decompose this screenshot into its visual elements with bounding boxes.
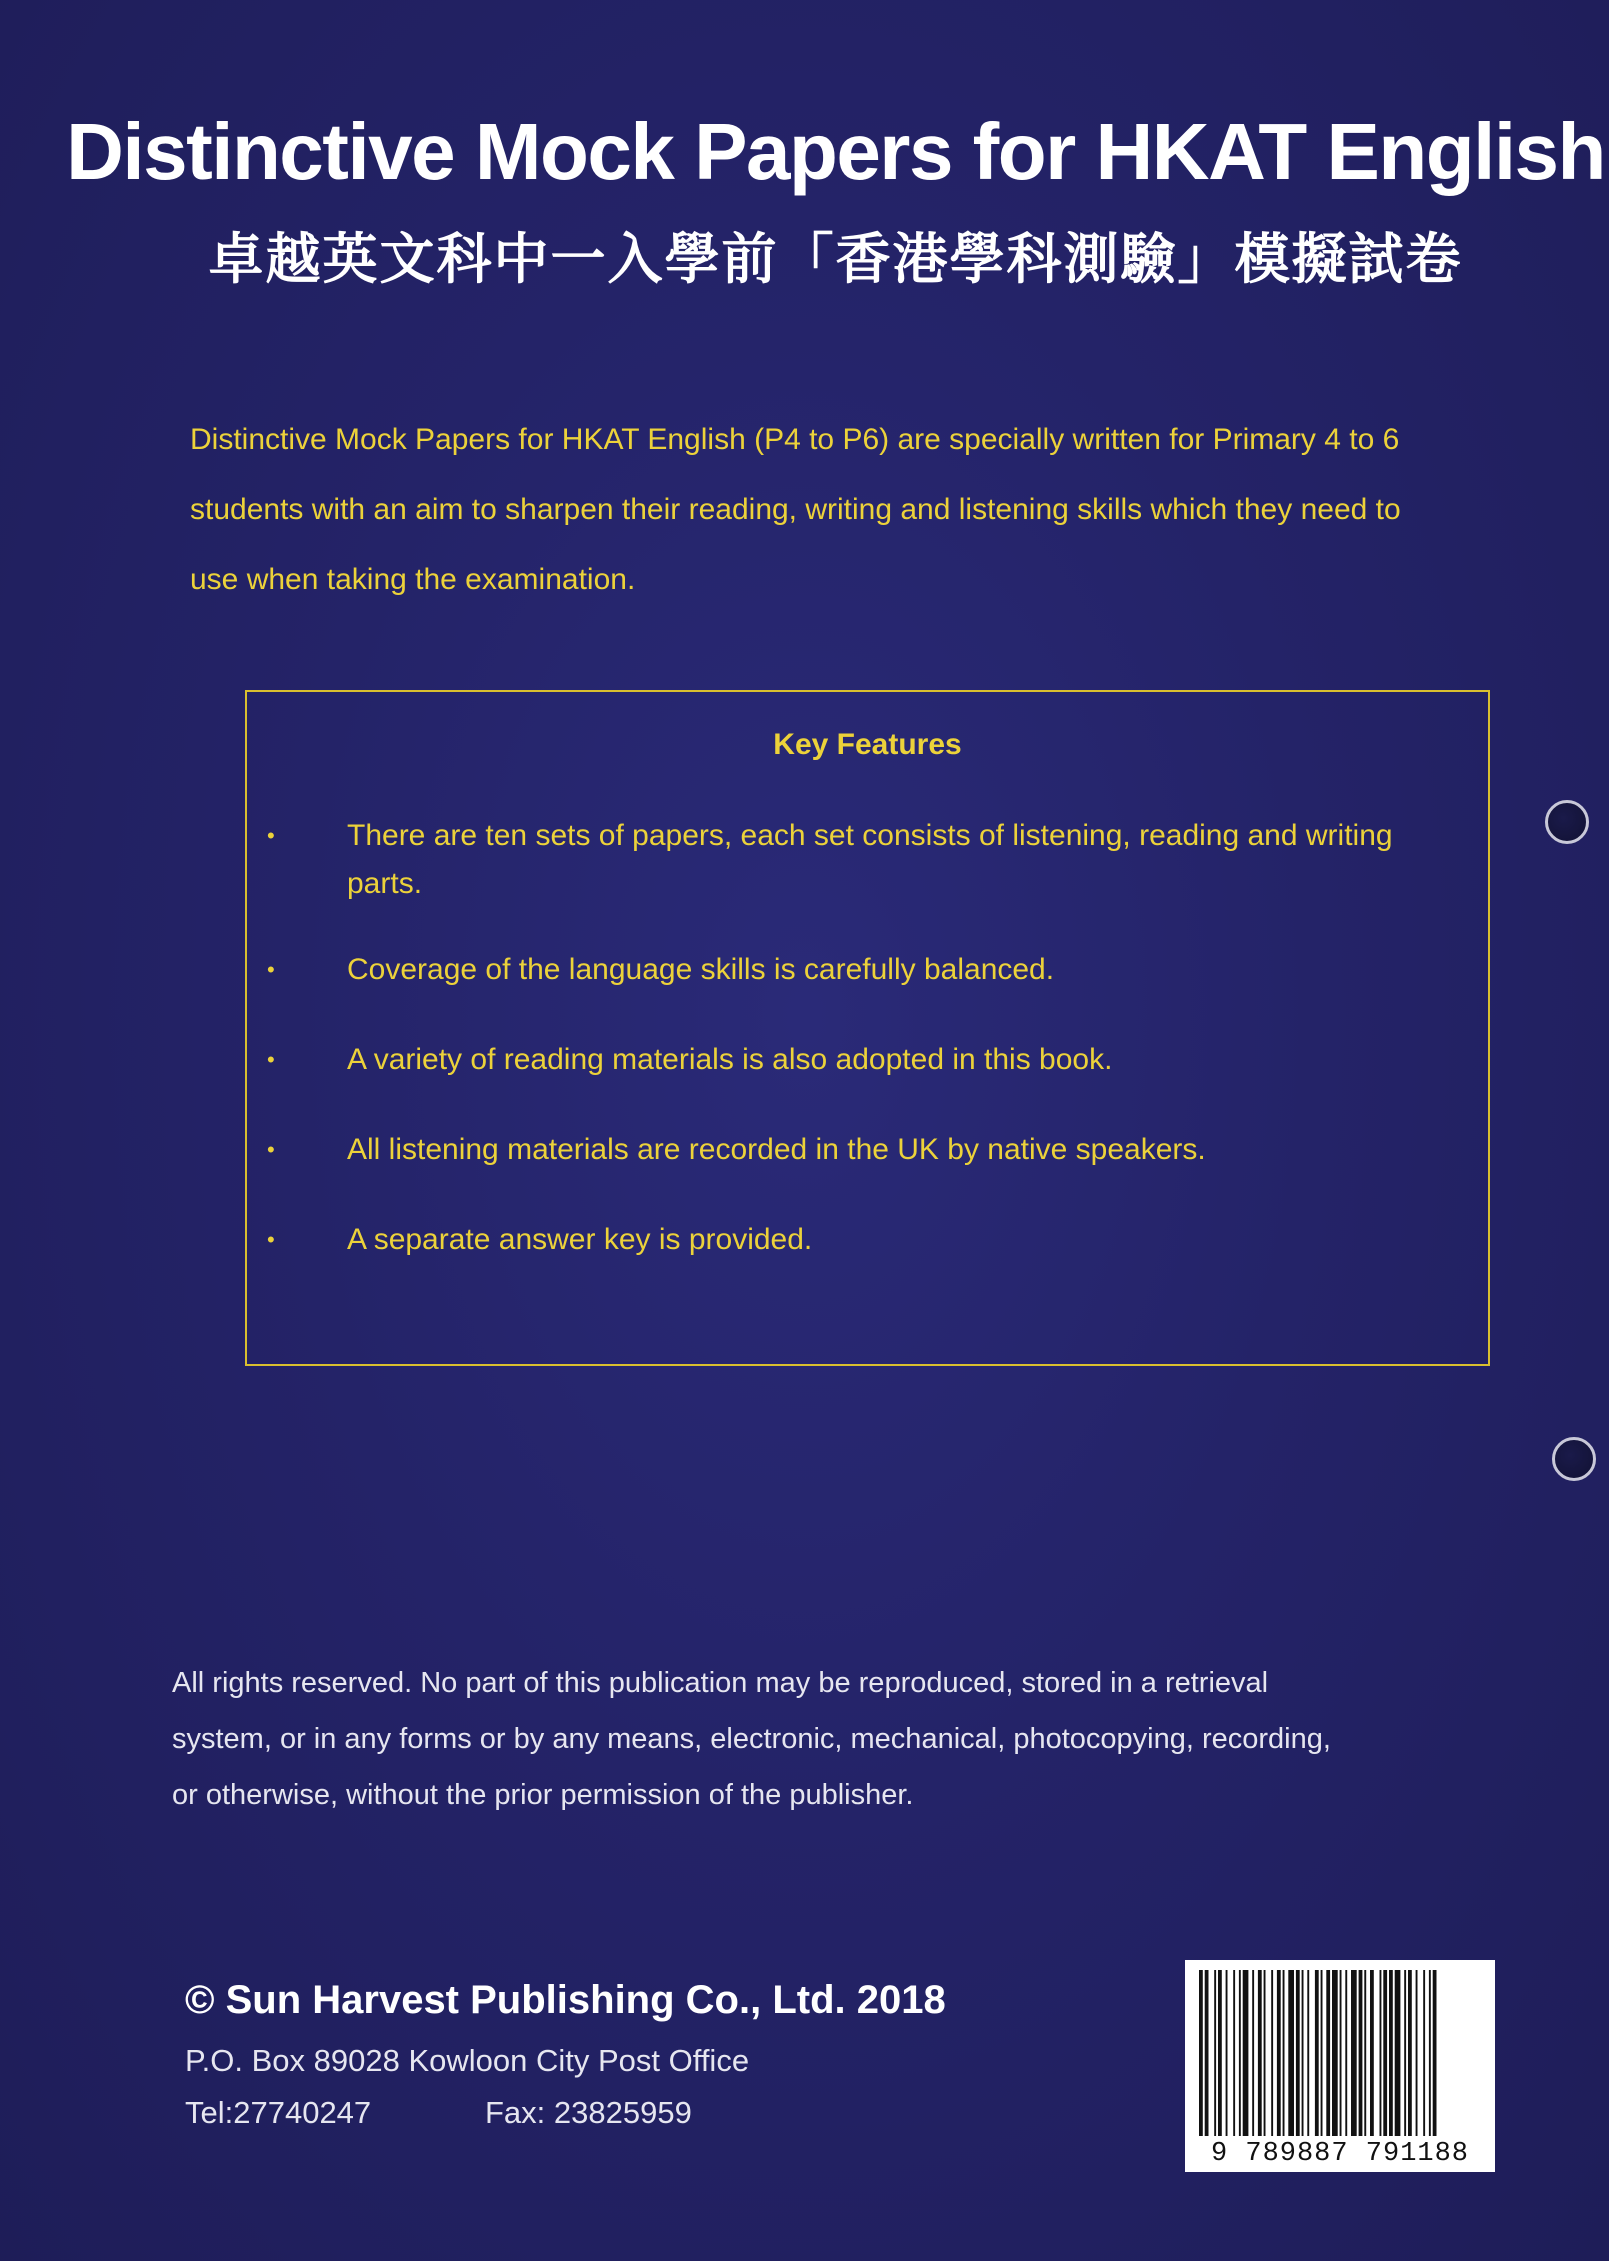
barcode-bar (1233, 1970, 1235, 2136)
barcode-bar (1226, 1970, 1228, 2136)
barcode-bar (1277, 1970, 1281, 2136)
barcode-bar (1433, 1970, 1437, 2136)
barcode-bar (1252, 1970, 1254, 2136)
barcode-bar (1351, 1970, 1357, 2136)
feature-text: There are ten sets of papers, each set consists of listening, reading and writing parts. (347, 819, 1393, 900)
bullet-icon: • (267, 823, 275, 848)
feature-text: A separate answer key is provided. (347, 1223, 813, 1256)
intro-line: Distinctive Mock Papers for HKAT English (P4 to P6) are specially written for Primary 4 to 6 (190, 423, 1400, 456)
barcode-bar (1243, 1970, 1249, 2136)
bullet-icon: • (267, 1137, 275, 1162)
barcode-bars-icon (1199, 1970, 1481, 2136)
publisher-address: P.O. Box 89028 Kowloon City Post Office (185, 2043, 750, 2078)
barcode-bar (1404, 1970, 1406, 2136)
barcode-bar (1395, 1970, 1401, 2136)
barcode-bar (1307, 1970, 1309, 2136)
binder-hole-icon (1552, 1437, 1596, 1481)
barcode-bar (1214, 1970, 1216, 2136)
barcode-bar (1288, 1970, 1294, 2136)
barcode-bar (1264, 1970, 1266, 2136)
feature-item (247, 946, 1488, 994)
feature-item (247, 1216, 1488, 1264)
barcode-bar (1345, 1970, 1347, 2136)
feature-item (247, 1036, 1488, 1084)
barcode-bar (1296, 1970, 1300, 2136)
barcode-bar (1332, 1970, 1338, 2136)
barcode-bar (1258, 1970, 1262, 2136)
intro-line: students with an aim to sharpen their reading, writing and listening skills which they need to (190, 493, 1401, 526)
title-english: Distinctive Mock Papers for HKAT English (66, 107, 1605, 196)
barcode-bar (1389, 1970, 1393, 2136)
barcode-bar (1302, 1970, 1304, 2136)
barcode-bar (1199, 1970, 1203, 2136)
feature-text: Coverage of the language skills is carefully balanced. (347, 953, 1055, 986)
barcode-bar (1416, 1970, 1418, 2136)
rights-line: system, or in any forms or by any means, electronic, mechanical, photocopying, recording, (172, 1723, 1331, 1755)
key-features-list (247, 812, 1488, 1306)
barcode-bar (1423, 1970, 1425, 2136)
barcode-bar (1218, 1970, 1222, 2136)
barcode-bar (1326, 1970, 1330, 2136)
intro-paragraph (190, 405, 1560, 615)
barcode-bar (1408, 1970, 1412, 2136)
feature-item (247, 1126, 1488, 1174)
feature-text: A variety of reading materials is also adopted in this book. (347, 1043, 1113, 1076)
barcode-bar (1364, 1970, 1366, 2136)
rights-line: or otherwise, without the prior permission of the publisher. (172, 1779, 914, 1811)
barcode-bar (1283, 1970, 1285, 2136)
publisher-fax: Fax: 23825959 (485, 2095, 692, 2130)
rights-line: All rights reserved. No part of this publication may be reproduced, stored in a retrieval (172, 1667, 1269, 1699)
publisher-name: © Sun Harvest Publishing Co., Ltd. 2018 (185, 1978, 946, 2022)
barcode-bar (1239, 1970, 1241, 2136)
barcode-bar (1359, 1970, 1363, 2136)
barcode-bar (1321, 1970, 1323, 2136)
barcode-bar (1383, 1970, 1387, 2136)
barcode-bar (1315, 1970, 1319, 2136)
barcode-bar (1370, 1970, 1374, 2136)
feature-text: All listening materials are recorded in the UK by native speakers. (347, 1133, 1206, 1166)
feature-item (247, 812, 1488, 908)
binder-hole-icon (1545, 800, 1589, 844)
key-features-box (245, 690, 1490, 1366)
copyright-notice (172, 1655, 1452, 1823)
intro-line: use when taking the examination. (190, 563, 636, 596)
barcode-bar (1380, 1970, 1382, 2136)
barcode-bar (1429, 1970, 1431, 2136)
publisher-tel: Tel:27740247 (185, 2095, 372, 2130)
bullet-icon: • (267, 1047, 275, 1072)
barcode-bar (1205, 1970, 1209, 2136)
isbn-barcode (1185, 1960, 1495, 2172)
barcode-digits: 9 789887 791188 (1193, 2141, 1487, 2168)
title-chinese: 卓越英文科中一入學前「香港學科測驗」模擬試卷 (208, 227, 1463, 291)
bullet-icon: • (267, 957, 275, 982)
barcode-bar (1271, 1970, 1273, 2136)
barcode-bar (1340, 1970, 1342, 2136)
bullet-icon: • (267, 1227, 275, 1252)
key-features-heading: Key Features (773, 728, 962, 761)
